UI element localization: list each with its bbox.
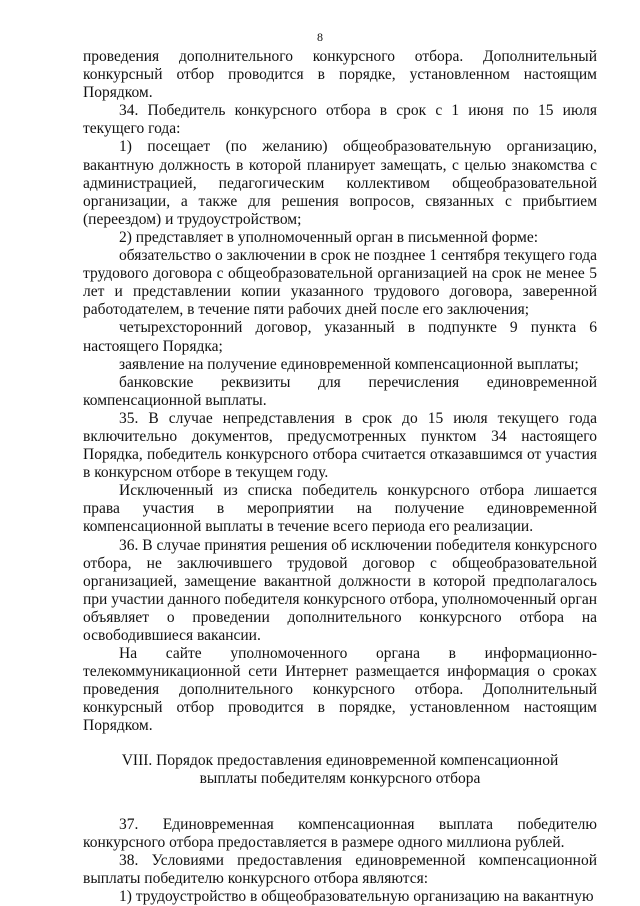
paragraph: 2) представляет в уполномоченный орган в письменной форме: xyxy=(119,228,539,246)
paragraph: банковские реквизиты для перечисления единовременной компенсационной выплаты. xyxy=(83,373,597,409)
page-number: 8 xyxy=(317,30,323,44)
paragraph: 37. Единовременная компенсационная выплата победителю конкурсного отбора предоставляется в размере одного миллиона рублей. xyxy=(83,815,597,851)
paragraph: обязательство о заключении в срок не позднее 1 сентября текущего года трудового договора с общеобразовательной организацией на срок не менее 5 лет и представлении копии указанного трудового договора, заверенной работодателем, в течение пяти рабочих дней после его заключения; xyxy=(83,247,597,319)
paragraph: 38. Условиями предоставления единовременной компенсационной выплаты победителю конкурсного отбора являются: xyxy=(83,851,597,888)
paragraph: четырехсторонний договор, указанный в подпункте 9 пункта 6 настоящего Порядка; xyxy=(83,319,597,355)
section-title: VIII. Порядок предоставления единовременной компенсационной выплаты победителям конкурсного отбора xyxy=(121,751,559,787)
paragraph: проведения дополнительного конкурсного отбора. Дополнительный конкурсный отбор проводится в порядке, установленном настоящим Порядком. xyxy=(83,48,597,102)
paragraph: Исключенный из списка победитель конкурсного отбора лишается права участия в мероприятии на получение единовременной компенсационной выплаты в течение всего периода его реализации. xyxy=(83,482,597,536)
paragraph: 36. В случае принятия решения об исключении победителя конкурсного отбора, не заключившего трудовой договор с общеобразовательной организацией, замещение вакантной должности в которой предполагалось при участии данного победителя конкурсного отбора, уполномоченный орган объявляет о проведении дополнительного конкурсного отбора на освободившиеся вакансии. xyxy=(83,536,598,644)
paragraph: На сайте уполномоченного органа в информационно-телекоммуникационной сети Интернет размещается информация о сроках проведения дополнительного конкурсного отбора. Дополнительный конкурсный отбор проводится в порядке, установленном настоящим Порядком. xyxy=(83,645,597,735)
paragraph: 1) трудоустройство в общеобразовательную организацию на вакантную xyxy=(119,888,594,906)
paragraph: 34. Победитель конкурсного отбора в срок с 1 июня по 15 июля текущего года: xyxy=(83,102,597,138)
paragraph: 35. В случае непредставления в срок до 15 июля текущего года включительно документов, предусмотренных пунктом 34 настоящего Порядка, победитель конкурсного отбора считается отказавшимся от участия в конкурсном отборе в текущем году. xyxy=(83,409,597,482)
paragraph: заявление на получение единовременной компенсационной выплаты; xyxy=(119,355,579,373)
paragraph: 1) посещает (по желанию) общеобразовательную организацию, вакантную должность в которой планирует замещать, с целью знакомства с администрацией, педагогическим коллективом общеобразовательной организации, а также для решения вопросов, связанных с прибытием (переездом) и трудоустройством; xyxy=(83,138,597,228)
document-body xyxy=(83,48,597,906)
